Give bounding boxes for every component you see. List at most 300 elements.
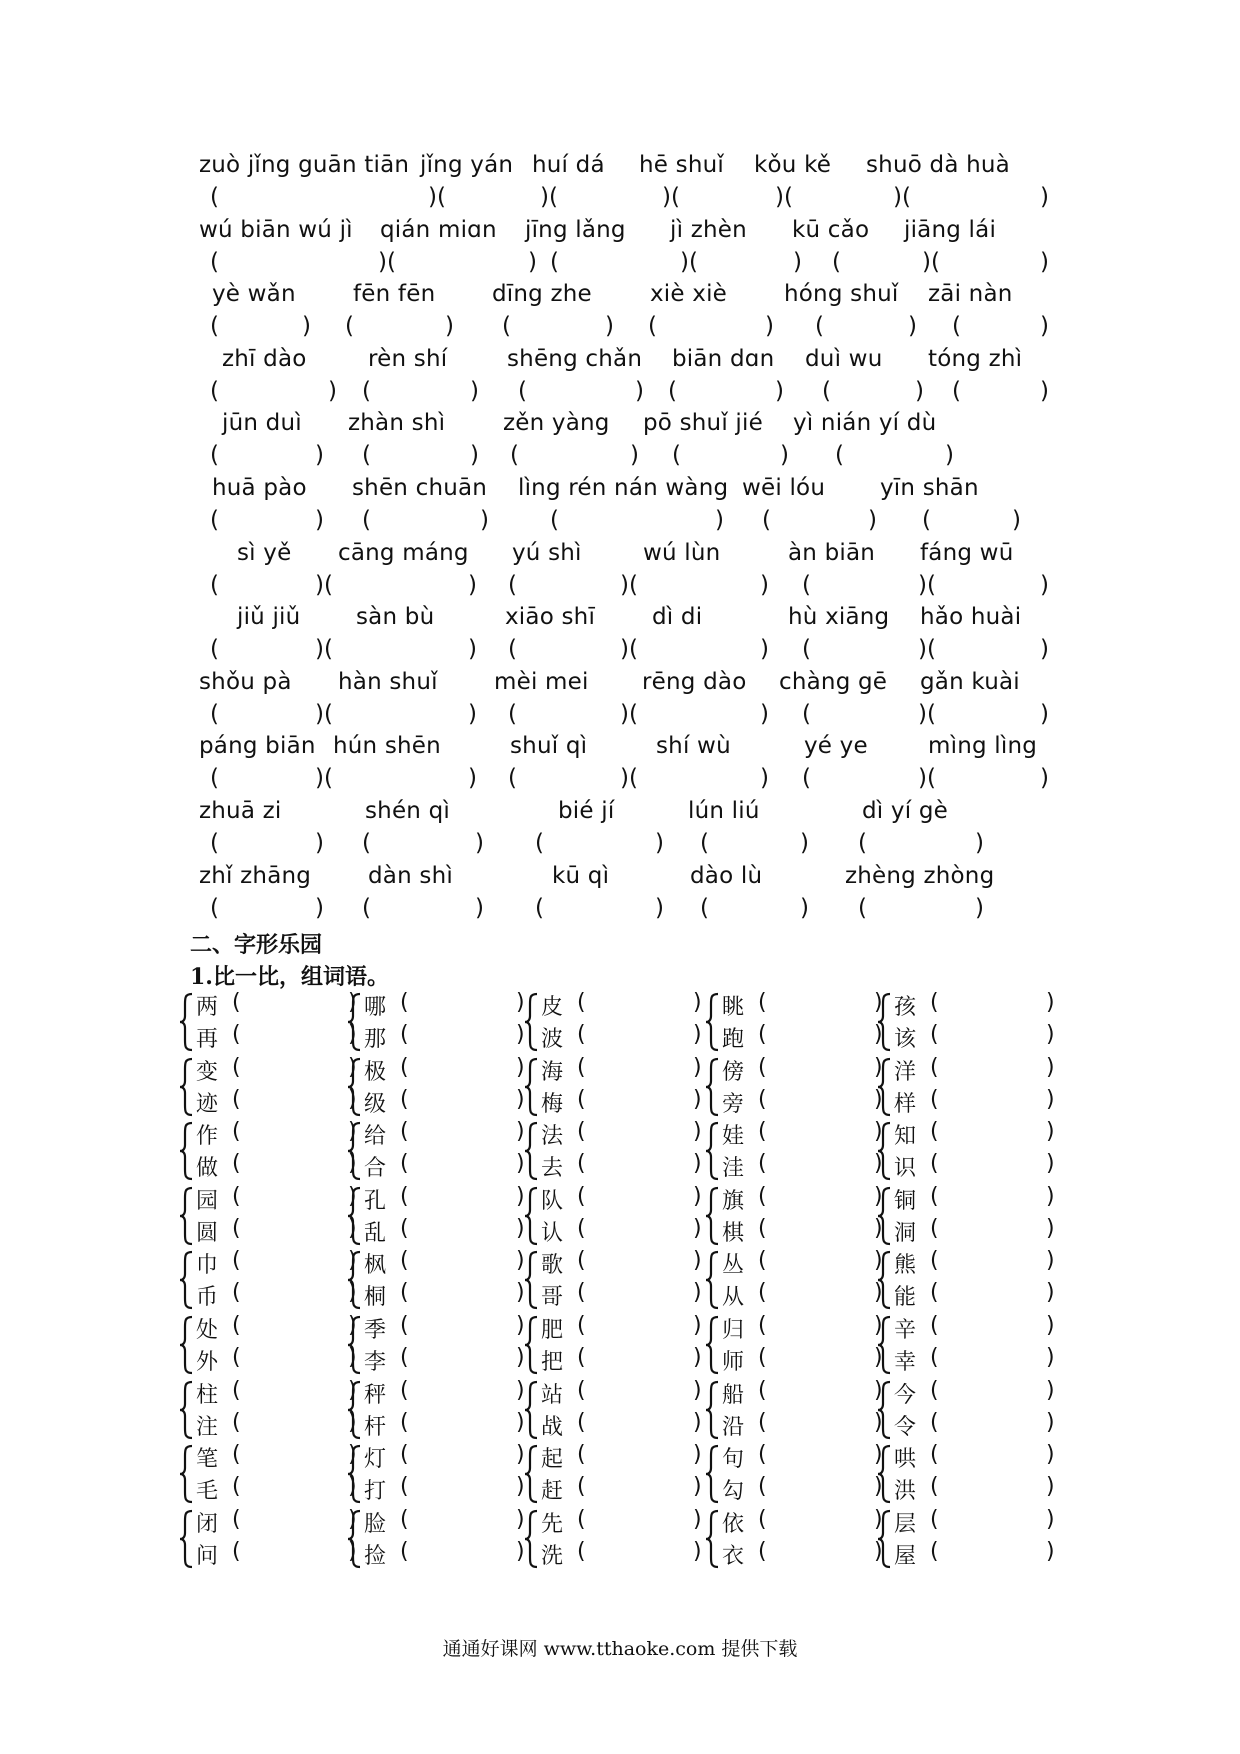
answer-blank-open[interactable]: ( [930, 1248, 939, 1274]
answer-blank-paren[interactable]: ) [468, 765, 477, 792]
answer-blank-paren[interactable]: ) [315, 442, 324, 469]
answer-blank-close[interactable]: ) [516, 1183, 525, 1209]
answer-blank-paren[interactable]: )( [315, 700, 333, 727]
answer-blank-paren[interactable]: ) [760, 636, 769, 663]
answer-blank-paren[interactable]: ) [655, 894, 664, 921]
answer-blank-paren[interactable]: ) [635, 377, 644, 404]
answer-blank-close[interactable]: ) [1046, 1538, 1055, 1564]
answer-blank-paren[interactable]: )( [775, 184, 793, 210]
answer-blank-close[interactable]: ) [348, 1215, 357, 1241]
answer-blank-paren[interactable]: ( [362, 830, 371, 856]
curly-brace-icon [178, 1315, 194, 1375]
answer-blank-paren[interactable]: ( [210, 700, 219, 727]
answer-blank-open[interactable]: ( [232, 1474, 241, 1500]
answer-blank-open[interactable]: ( [577, 1409, 586, 1435]
answer-blank-close[interactable]: ) [874, 1280, 883, 1306]
answer-blank-paren[interactable]: ) [302, 313, 311, 340]
answer-blank-close[interactable]: ) [516, 1538, 525, 1564]
answer-blank-open[interactable]: ( [758, 1409, 767, 1435]
answer-blank-paren[interactable]: )( [620, 765, 638, 792]
answer-blank-paren[interactable]: ( [510, 442, 519, 469]
answer-blank-paren[interactable]: ( [858, 894, 867, 921]
answer-blank-open[interactable]: ( [400, 1215, 409, 1241]
answer-blank-paren[interactable]: ( [210, 442, 219, 469]
answer-blank-close[interactable]: ) [1046, 1022, 1055, 1047]
answer-blank-paren[interactable]: ( [802, 700, 811, 727]
answer-blank-paren[interactable]: ) [975, 894, 984, 921]
answer-blank-paren[interactable]: ) [475, 894, 484, 921]
answer-blank-paren[interactable]: ( [672, 442, 681, 469]
answer-blank-close[interactable]: ) [516, 1151, 525, 1177]
answer-blank-close[interactable]: ) [693, 1248, 702, 1274]
answer-blank-open[interactable]: ( [758, 1183, 767, 1209]
answer-blank-paren[interactable]: ) [760, 765, 769, 792]
answer-blank-close[interactable]: ) [348, 1409, 357, 1435]
answer-blank-open[interactable]: ( [577, 1151, 586, 1177]
answer-blank-paren[interactable]: )( [893, 184, 911, 210]
answer-blank-paren[interactable]: ( [922, 507, 931, 533]
answer-blank-paren[interactable]: )( [315, 636, 333, 663]
answer-blank-close[interactable]: ) [348, 1248, 357, 1274]
answer-blank-close[interactable]: ) [1046, 1280, 1055, 1306]
answer-blank-paren[interactable]: ) [800, 894, 809, 921]
answer-blank-open[interactable]: ( [400, 1183, 409, 1209]
answer-blank-open[interactable]: ( [400, 1442, 409, 1468]
answer-blank-close[interactable]: ) [348, 1022, 357, 1047]
answer-blank-close[interactable]: ) [693, 1313, 702, 1338]
answer-blank-close[interactable]: ) [348, 1538, 357, 1564]
answer-blank-paren[interactable]: ( [700, 894, 709, 921]
answer-blank-paren[interactable]: ( [835, 442, 844, 469]
answer-blank-open[interactable]: ( [400, 1151, 409, 1177]
answer-blank-close[interactable]: ) [1046, 1409, 1055, 1435]
answer-blank-paren[interactable]: ( [210, 830, 219, 856]
answer-blank-close[interactable]: ) [516, 1022, 525, 1047]
answer-blank-close[interactable]: ) [1046, 1248, 1055, 1274]
answer-blank-close[interactable]: ) [348, 1474, 357, 1500]
answer-blank-open[interactable]: ( [577, 1280, 586, 1306]
answer-blank-open[interactable]: ( [400, 1119, 409, 1145]
answer-blank-paren[interactable]: )( [378, 248, 396, 275]
answer-blank-close[interactable]: ) [693, 1054, 702, 1080]
answer-blank-close[interactable]: ) [348, 1086, 357, 1112]
answer-blank-open[interactable]: ( [400, 1506, 409, 1532]
answer-blank-close[interactable]: ) [874, 990, 883, 1015]
answer-blank-paren[interactable]: ( [550, 248, 559, 275]
answer-blank-open[interactable]: ( [758, 1474, 767, 1500]
answer-blank-open[interactable]: ( [930, 1022, 939, 1047]
answer-blank-paren[interactable]: ( [550, 507, 559, 533]
answer-blank-paren[interactable]: ( [822, 377, 831, 404]
answer-blank-open[interactable]: ( [930, 1313, 939, 1338]
answer-blank-paren[interactable]: ) [915, 377, 924, 404]
answer-blank-open[interactable]: ( [758, 1054, 767, 1080]
answer-blank-paren[interactable]: ) [1040, 377, 1049, 404]
answer-blank-paren[interactable]: ( [210, 184, 219, 210]
answer-blank-paren[interactable]: )( [620, 700, 638, 727]
answer-blank-paren[interactable]: )( [662, 184, 680, 210]
answer-blank-close[interactable]: ) [874, 1183, 883, 1209]
answer-blank-close[interactable]: ) [693, 1345, 702, 1370]
answer-blank-close[interactable]: ) [348, 990, 357, 1015]
answer-blank-open[interactable]: ( [232, 1313, 241, 1338]
answer-blank-close[interactable]: ) [516, 1054, 525, 1080]
answer-blank-close[interactable]: ) [1046, 1506, 1055, 1532]
answer-blank-open[interactable]: ( [232, 1086, 241, 1112]
answer-blank-close[interactable]: ) [516, 1409, 525, 1435]
answer-blank-open[interactable]: ( [577, 1248, 586, 1274]
answer-blank-open[interactable]: ( [930, 1215, 939, 1241]
answer-blank-paren[interactable]: ( [952, 377, 961, 404]
answer-blank-paren[interactable]: ) [775, 377, 784, 404]
answer-blank-paren[interactable]: ) [528, 248, 537, 275]
answer-blank-open[interactable]: ( [930, 1119, 939, 1145]
answer-blank-paren[interactable]: )( [540, 184, 558, 210]
answer-blank-paren[interactable]: ( [508, 765, 517, 792]
answer-blank-open[interactable]: ( [577, 1086, 586, 1112]
answer-blank-open[interactable]: ( [400, 1345, 409, 1370]
answer-blank-open[interactable]: ( [400, 1474, 409, 1500]
answer-blank-close[interactable]: ) [693, 1377, 702, 1403]
answer-blank-close[interactable]: ) [348, 1506, 357, 1532]
answer-blank-open[interactable]: ( [930, 1086, 939, 1112]
answer-blank-paren[interactable]: ) [715, 507, 724, 533]
answer-blank-paren[interactable]: ( [362, 377, 371, 404]
answer-blank-paren[interactable]: ( [508, 571, 517, 598]
answer-blank-paren[interactable]: )( [315, 765, 333, 792]
answer-blank-open[interactable]: ( [930, 1054, 939, 1080]
answer-blank-open[interactable]: ( [400, 1022, 409, 1047]
answer-blank-close[interactable]: ) [1046, 1442, 1055, 1468]
answer-blank-paren[interactable]: ( [210, 894, 219, 921]
answer-blank-close[interactable]: ) [874, 1151, 883, 1177]
answer-blank-paren[interactable]: ( [210, 248, 219, 275]
answer-blank-open[interactable]: ( [930, 1183, 939, 1209]
answer-blank-close[interactable]: ) [874, 1377, 883, 1403]
answer-blank-close[interactable]: ) [693, 1086, 702, 1112]
answer-blank-close[interactable]: ) [348, 1119, 357, 1145]
answer-blank-paren[interactable]: ( [952, 313, 961, 340]
answer-blank-paren[interactable]: ( [535, 830, 544, 856]
answer-blank-open[interactable]: ( [758, 1119, 767, 1145]
answer-blank-close[interactable]: ) [1046, 1474, 1055, 1500]
answer-blank-close[interactable]: ) [1046, 990, 1055, 1015]
answer-blank-paren[interactable]: ) [605, 313, 614, 340]
answer-blank-close[interactable]: ) [874, 1538, 883, 1564]
answer-blank-open[interactable]: ( [577, 990, 586, 1015]
answer-blank-paren[interactable]: )( [428, 184, 446, 210]
answer-blank-open[interactable]: ( [232, 1377, 241, 1403]
answer-blank-paren[interactable]: ) [945, 442, 954, 469]
answer-blank-paren[interactable]: ) [760, 571, 769, 598]
answer-blank-paren[interactable]: ( [648, 313, 657, 340]
answer-blank-paren[interactable]: )( [918, 765, 936, 792]
answer-blank-open[interactable]: ( [930, 1538, 939, 1564]
answer-blank-paren[interactable]: ( [345, 313, 354, 340]
answer-blank-open[interactable]: ( [758, 1442, 767, 1468]
answer-blank-close[interactable]: ) [516, 1280, 525, 1306]
answer-blank-close[interactable]: ) [1046, 1183, 1055, 1209]
answer-blank-open[interactable]: ( [758, 1248, 767, 1274]
answer-blank-open[interactable]: ( [232, 1280, 241, 1306]
answer-blank-open[interactable]: ( [577, 1377, 586, 1403]
answer-blank-paren[interactable]: ( [210, 571, 219, 598]
answer-blank-open[interactable]: ( [930, 1151, 939, 1177]
answer-blank-open[interactable]: ( [232, 1022, 241, 1047]
answer-blank-close[interactable]: ) [874, 1442, 883, 1468]
answer-blank-close[interactable]: ) [693, 1151, 702, 1177]
answer-blank-close[interactable]: ) [693, 1119, 702, 1145]
answer-blank-close[interactable]: ) [348, 1345, 357, 1370]
answer-blank-close[interactable]: ) [516, 1345, 525, 1370]
answer-blank-paren[interactable]: ) [445, 313, 454, 340]
answer-blank-paren[interactable]: ) [328, 377, 337, 404]
answer-blank-paren[interactable]: ( [210, 377, 219, 404]
hanzi-char: 船 [722, 1382, 745, 1408]
answer-blank-paren[interactable]: ) [630, 442, 639, 469]
answer-blank-open[interactable]: ( [400, 1054, 409, 1080]
answer-blank-paren[interactable]: ) [1040, 184, 1049, 210]
answer-blank-paren[interactable]: ( [700, 830, 709, 856]
answer-blank-paren[interactable]: ( [518, 377, 527, 404]
answer-blank-close[interactable]: ) [516, 1248, 525, 1274]
answer-blank-close[interactable]: ) [516, 1215, 525, 1241]
answer-blank-paren[interactable]: )( [918, 636, 936, 663]
answer-blank-close[interactable]: ) [693, 1506, 702, 1532]
answer-blank-paren[interactable]: ) [315, 830, 324, 856]
answer-blank-open[interactable]: ( [758, 1313, 767, 1338]
answer-blank-open[interactable]: ( [400, 1538, 409, 1564]
answer-blank-close[interactable]: ) [874, 1054, 883, 1080]
answer-blank-close[interactable]: ) [693, 1538, 702, 1564]
answer-blank-paren[interactable]: ) [760, 700, 769, 727]
answer-blank-close[interactable]: ) [874, 1119, 883, 1145]
answer-blank-paren[interactable]: ) [800, 830, 809, 856]
answer-blank-paren[interactable]: ) [1040, 700, 1049, 727]
answer-blank-paren[interactable]: ) [1012, 507, 1021, 533]
answer-blank-paren[interactable]: ( [802, 571, 811, 598]
answer-blank-open[interactable]: ( [232, 1538, 241, 1564]
answer-blank-paren[interactable]: ) [868, 507, 877, 533]
answer-blank-paren[interactable]: ( [210, 507, 219, 533]
answer-blank-open[interactable]: ( [930, 1377, 939, 1403]
answer-blank-open[interactable]: ( [577, 1345, 586, 1370]
answer-blank-open[interactable]: ( [232, 1054, 241, 1080]
answer-blank-open[interactable]: ( [232, 1151, 241, 1177]
answer-blank-open[interactable]: ( [577, 1538, 586, 1564]
answer-blank-paren[interactable]: ( [362, 507, 371, 533]
answer-blank-close[interactable]: ) [874, 1086, 883, 1112]
answer-blank-paren[interactable]: )( [918, 700, 936, 727]
answer-blank-paren[interactable]: ( [762, 507, 771, 533]
answer-blank-paren[interactable]: ( [668, 377, 677, 404]
answer-blank-open[interactable]: ( [577, 1442, 586, 1468]
answer-blank-paren[interactable]: ) [470, 442, 479, 469]
answer-blank-close[interactable]: ) [693, 1409, 702, 1435]
answer-blank-open[interactable]: ( [577, 1022, 586, 1047]
answer-blank-paren[interactable]: ( [508, 636, 517, 663]
answer-blank-open[interactable]: ( [232, 990, 241, 1015]
answer-blank-paren[interactable]: ) [1040, 636, 1049, 663]
answer-blank-paren[interactable]: ) [765, 313, 774, 340]
answer-blank-paren[interactable]: ) [1040, 765, 1049, 792]
answer-blank-close[interactable]: ) [348, 1442, 357, 1468]
answer-blank-open[interactable]: ( [577, 1119, 586, 1145]
answer-blank-open[interactable]: ( [232, 1345, 241, 1370]
answer-blank-open[interactable]: ( [758, 1377, 767, 1403]
answer-blank-open[interactable]: ( [232, 1248, 241, 1274]
answer-blank-paren[interactable]: ( [210, 313, 219, 340]
answer-blank-close[interactable]: ) [516, 990, 525, 1015]
answer-blank-paren[interactable]: ( [210, 765, 219, 792]
answer-blank-paren[interactable]: ( [210, 636, 219, 663]
answer-blank-paren[interactable]: ( [502, 313, 511, 340]
answer-blank-paren[interactable]: ) [908, 313, 917, 340]
answer-blank-open[interactable]: ( [400, 1313, 409, 1338]
answer-blank-close[interactable]: ) [874, 1022, 883, 1047]
answer-blank-close[interactable]: ) [516, 1474, 525, 1500]
answer-blank-paren[interactable]: )( [918, 571, 936, 598]
answer-blank-close[interactable]: ) [1046, 1377, 1055, 1403]
answer-blank-open[interactable]: ( [758, 1022, 767, 1047]
answer-blank-paren[interactable]: ) [315, 507, 324, 533]
answer-blank-open[interactable]: ( [232, 1442, 241, 1468]
answer-blank-close[interactable]: ) [874, 1248, 883, 1274]
answer-blank-paren[interactable]: ) [1040, 571, 1049, 598]
answer-blank-close[interactable]: ) [516, 1506, 525, 1532]
answer-blank-open[interactable]: ( [577, 1215, 586, 1241]
answer-blank-close[interactable]: ) [348, 1183, 357, 1209]
answer-blank-paren[interactable]: ( [802, 636, 811, 663]
answer-blank-paren[interactable]: ) [480, 507, 489, 533]
answer-blank-open[interactable]: ( [577, 1506, 586, 1532]
answer-blank-paren[interactable]: ) [1040, 313, 1049, 340]
answer-blank-close[interactable]: ) [348, 1280, 357, 1306]
curly-brace-icon [178, 992, 194, 1052]
answer-blank-paren[interactable]: )( [315, 571, 333, 598]
answer-blank-close[interactable]: ) [516, 1377, 525, 1403]
answer-blank-close[interactable]: ) [693, 1474, 702, 1500]
answer-blank-open[interactable]: ( [758, 1280, 767, 1306]
answer-blank-close[interactable]: ) [1046, 1313, 1055, 1338]
answer-blank-paren[interactable]: ) [475, 830, 484, 856]
answer-blank-open[interactable]: ( [758, 990, 767, 1015]
answer-blank-paren[interactable]: )( [620, 636, 638, 663]
answer-blank-open[interactable]: ( [577, 1054, 586, 1080]
answer-blank-open[interactable]: ( [400, 1248, 409, 1274]
answer-blank-open[interactable]: ( [930, 1345, 939, 1370]
answer-blank-open[interactable]: ( [758, 1506, 767, 1532]
answer-blank-close[interactable]: ) [516, 1086, 525, 1112]
answer-blank-open[interactable]: ( [232, 1119, 241, 1145]
answer-blank-close[interactable]: ) [693, 1442, 702, 1468]
answer-blank-paren[interactable]: )( [922, 248, 940, 275]
answer-blank-paren[interactable]: ( [362, 894, 371, 921]
answer-blank-paren[interactable]: ) [468, 700, 477, 727]
answer-blank-close[interactable]: ) [1046, 1151, 1055, 1177]
answer-blank-close[interactable]: ) [1046, 1119, 1055, 1145]
answer-blank-paren[interactable]: ) [793, 248, 802, 275]
answer-blank-open[interactable]: ( [232, 1215, 241, 1241]
answer-blank-close[interactable]: ) [693, 990, 702, 1015]
answer-blank-open[interactable]: ( [232, 1409, 241, 1435]
answer-blank-close[interactable]: ) [348, 1377, 357, 1403]
answer-blank-paren[interactable]: ) [468, 571, 477, 598]
answer-blank-paren[interactable]: ( [815, 313, 824, 340]
answer-blank-open[interactable]: ( [758, 1538, 767, 1564]
answer-blank-close[interactable]: ) [1046, 1345, 1055, 1370]
answer-blank-close[interactable]: ) [516, 1442, 525, 1468]
answer-blank-open[interactable]: ( [758, 1151, 767, 1177]
answer-blank-paren[interactable]: )( [680, 248, 698, 275]
answer-blank-paren[interactable]: ) [315, 894, 324, 921]
answer-blank-open[interactable]: ( [400, 990, 409, 1015]
answer-blank-open[interactable]: ( [930, 1442, 939, 1468]
answer-blank-close[interactable]: ) [1046, 1215, 1055, 1241]
answer-blank-paren[interactable]: ) [780, 442, 789, 469]
answer-blank-paren[interactable]: ( [535, 894, 544, 921]
answer-blank-open[interactable]: ( [400, 1086, 409, 1112]
answer-blank-close[interactable]: ) [874, 1215, 883, 1241]
answer-blank-paren[interactable]: ( [832, 248, 841, 275]
answer-blank-paren[interactable]: ) [468, 636, 477, 663]
answer-blank-close[interactable]: ) [348, 1313, 357, 1338]
answer-blank-close[interactable]: ) [516, 1119, 525, 1145]
answer-blank-close[interactable]: ) [874, 1506, 883, 1532]
answer-blank-open[interactable]: ( [577, 1313, 586, 1338]
answer-blank-close[interactable]: ) [516, 1313, 525, 1338]
answer-blank-open[interactable]: ( [577, 1474, 586, 1500]
answer-blank-open[interactable]: ( [930, 990, 939, 1015]
answer-blank-close[interactable]: ) [1046, 1054, 1055, 1080]
answer-blank-paren[interactable]: ) [975, 830, 984, 856]
answer-blank-open[interactable]: ( [400, 1409, 409, 1435]
answer-blank-paren[interactable]: ( [858, 830, 867, 856]
answer-blank-close[interactable]: ) [874, 1345, 883, 1370]
answer-blank-paren[interactable]: ) [470, 377, 479, 404]
answer-blank-paren[interactable]: ( [362, 442, 371, 469]
answer-blank-open[interactable]: ( [930, 1474, 939, 1500]
answer-blank-close[interactable]: ) [693, 1022, 702, 1047]
answer-blank-close[interactable]: ) [693, 1215, 702, 1241]
answer-blank-open[interactable]: ( [758, 1086, 767, 1112]
answer-blank-open[interactable]: ( [758, 1215, 767, 1241]
answer-blank-close[interactable]: ) [348, 1054, 357, 1080]
answer-blank-paren[interactable]: ) [1040, 248, 1049, 275]
answer-blank-open[interactable]: ( [930, 1409, 939, 1435]
answer-blank-open[interactable]: ( [400, 1377, 409, 1403]
answer-blank-paren[interactable]: ( [802, 765, 811, 792]
answer-blank-paren[interactable]: ) [655, 830, 664, 856]
answer-blank-close[interactable]: ) [874, 1409, 883, 1435]
answer-blank-close[interactable]: ) [1046, 1086, 1055, 1112]
answer-blank-close[interactable]: ) [348, 1151, 357, 1177]
answer-blank-open[interactable]: ( [930, 1506, 939, 1532]
answer-blank-close[interactable]: ) [874, 1313, 883, 1338]
answer-blank-open[interactable]: ( [232, 1183, 241, 1209]
answer-blank-open[interactable]: ( [758, 1345, 767, 1370]
answer-blank-close[interactable]: ) [874, 1474, 883, 1500]
answer-blank-close[interactable]: ) [693, 1280, 702, 1306]
answer-blank-open[interactable]: ( [232, 1506, 241, 1532]
answer-blank-open[interactable]: ( [400, 1280, 409, 1306]
answer-blank-paren[interactable]: )( [620, 571, 638, 598]
answer-blank-open[interactable]: ( [930, 1280, 939, 1306]
answer-blank-paren[interactable]: ( [508, 700, 517, 727]
pinyin-word: yé ye [804, 733, 868, 760]
answer-blank-open[interactable]: ( [577, 1183, 586, 1209]
answer-blank-close[interactable]: ) [693, 1183, 702, 1209]
